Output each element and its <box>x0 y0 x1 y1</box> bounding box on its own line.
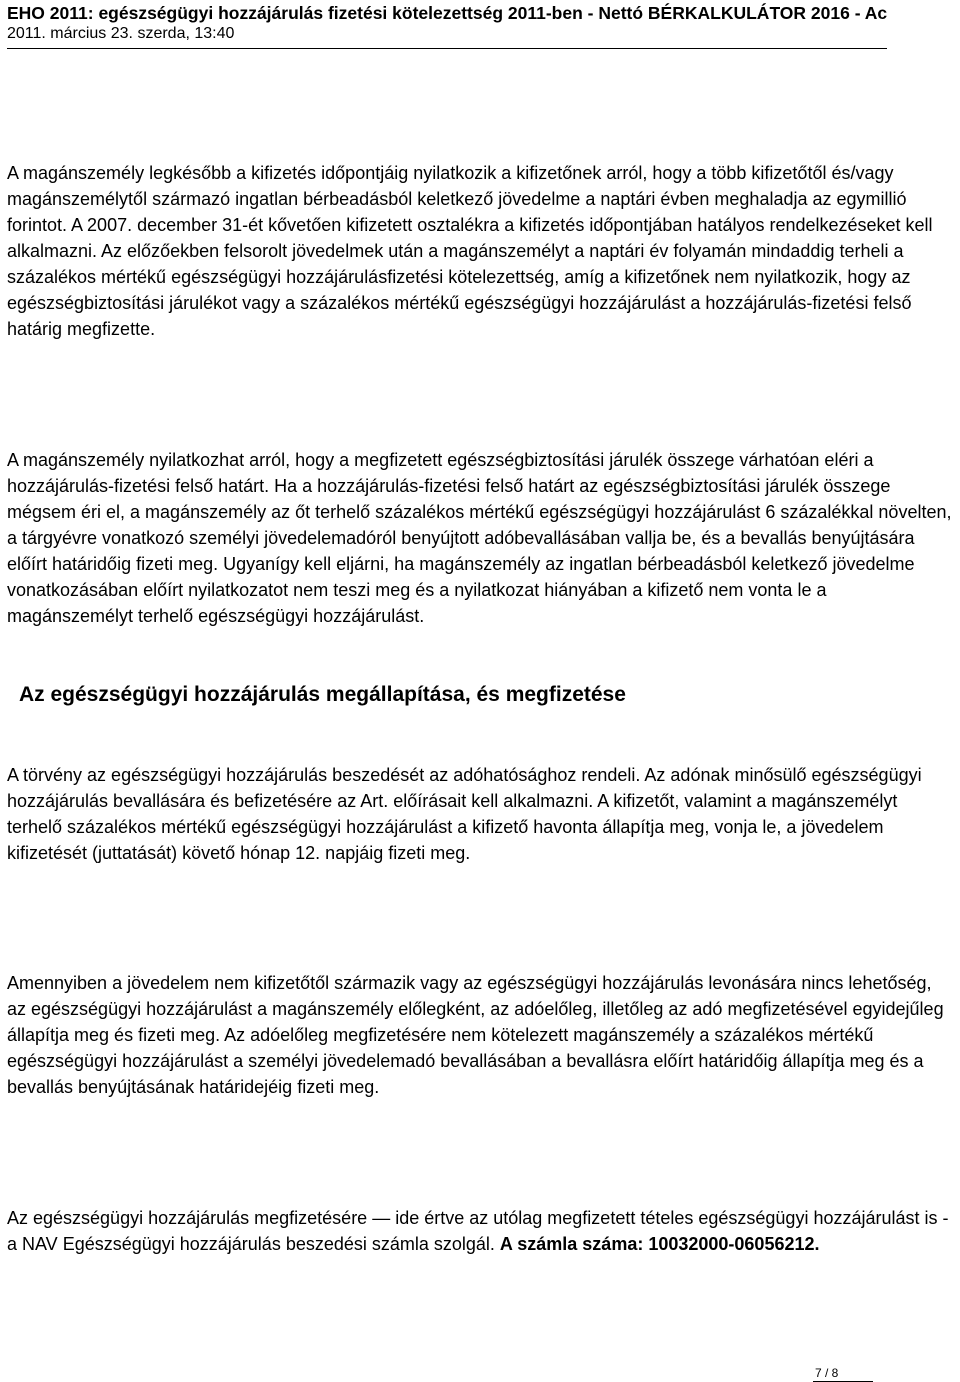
page-number: 7 / 8 <box>815 1366 839 1380</box>
paragraph-declaration: A magánszemély legkésőbb a kifizetés időpontjáig nyilatkozik a kifizetőnek arról, hogy a több kifizetőtől és/vagy magánszemélytől származó ingatlan bérbeadásból keletkező jövedelme a naptári évben meghaladja az egymillió forintot. A 2007. december 31-ét kővetően kifizetett osztalékra a kifizetés időpontjában hatályos rendelkezéseket kell alkalmazni. Az előzőekben felsorolt jövedelmek után a magánszemélyt a naptári év folyamán mindaddig terheli a százalékos mértékű egészségügyi hozzájárulásfizetési kötelezettség, amíg a kifizetőnek nem nyilatkozik, hogy az egészségbiztosítási járulékot vagy a százalékos mértékű egészségügyi hozzájárulást a hozzájárulás-fizetési felső határig megfizette. <box>7 163 933 339</box>
publish-date: 2011. március 23. szerda, 13:40 <box>7 25 235 42</box>
account-number: A számla száma: 10032000-06056212. <box>499 1234 820 1254</box>
payment-account-text: Az egészségügyi hozzájárulás megfizetésére — ide értve az utólag megfizetett tételes egészségügyi hozzájárulást is - a NAV Egészségügyi hozzájárulás beszedési számla szolgál. <box>7 1208 949 1254</box>
paragraph-collection: A törvény az egészségügyi hozzájárulás beszedését az adóhatósághoz rendeli. Az adónak minősülő egészségügyi hozzájárulás bevallására és befizetésére az Art. előírásait kell alkalmazni. A kifizetőt, valamint a magánszemélyt terhelő százalékos mértékű egészségügyi hozzájárulást a kifizető havonta állapítja meg, vonja le, a jövedelem kifizetését (juttatását) követő hónap 12. napjáig fizeti meg. <box>7 765 922 863</box>
header-divider <box>7 48 887 49</box>
paragraph-advance-payment: Amennyiben a jövedelem nem kifizetőtől származik vagy az egészségügyi hozzájárulás levonására nincs lehetőség, az egészségügyi hozzájárulást a magánszemély előlegként, az adóelőleg, illetőleg az adó megfizetésével egyidejűleg állapítja meg és fizeti meg. Az adóelőleg megfizetésére nem kötelezett magánszemély a százalékos mértékű egészségügyi hozzájárulást a személyi jövedelemadó bevallásában a bevallásra előírt határidőig állapítja meg és a bevallás benyújtásának határidejéig fizeti meg. <box>7 973 944 1097</box>
paragraph-payment-account <box>7 1205 953 1257</box>
document-title: EHO 2011: egészségügyi hozzájárulás fizetési kötelezettség 2011-ben - Nettó BÉRKALKULÁTOR 2016 - Ac <box>7 3 888 23</box>
paragraph-ceiling-statement: A magánszemély nyilatkozhat arról, hogy a megfizetett egészségbiztosítási járulék összege várhatóan eléri a hozzájárulás-fizetési felső határt. Ha a hozzájárulás-fizetési felső határt az egészségbiztosítási járulék összege mégsem éri el, a magánszemély az őt terhelő százalékos mértékű egészségügyi hozzájárulást 6 százalékkal növelten, a tárgyévre vonatkozó személyi jövedelemadóról benyújtott adóbevallásában vallja be, és a bevallás benyújtására előírt határidőig fizeti meg. Ugyanígy kell eljárni, ha magánszemély az ingatlan bérbeadásból keletkező jövedelme vonatkozásában előírt nyilatkozatot nem teszi meg és a nyilatkozat hiányában a kifizető nem vonta le a magánszemélyt terhelő egészségügyi hozzájárulást. <box>7 450 952 626</box>
section-heading: Az egészségügyi hozzájárulás megállapítása, és megfizetése <box>19 683 626 706</box>
